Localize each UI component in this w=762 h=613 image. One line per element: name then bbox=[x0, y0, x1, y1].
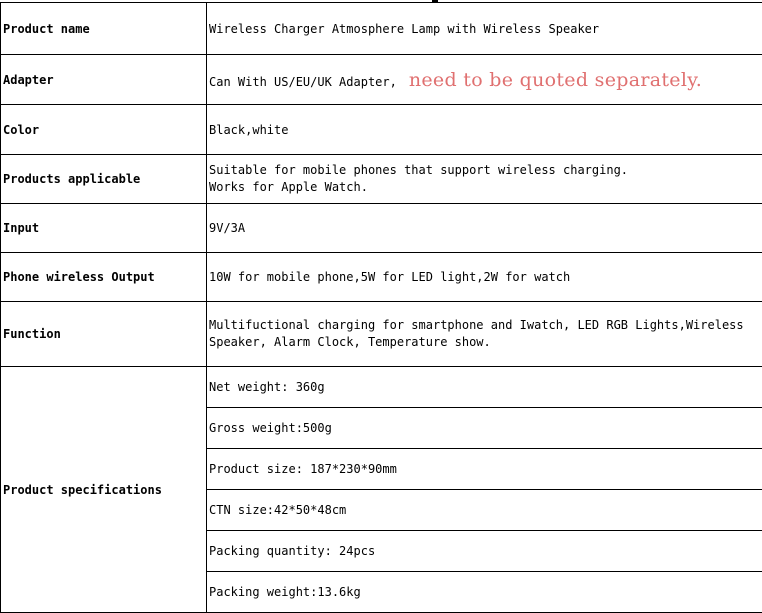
products-applicable-value bbox=[207, 155, 762, 204]
table-row-spec bbox=[1, 367, 762, 408]
color-value: Black,white bbox=[207, 105, 762, 155]
function-line: Multifuctional charging for smartphone and Iwatch, LED RGB Lights,Wireless bbox=[209, 317, 762, 334]
function-value bbox=[207, 302, 762, 367]
function-label: Function bbox=[1, 302, 207, 367]
spec-packing-weight: Packing weight:13.6kg bbox=[207, 572, 762, 613]
table-row-output bbox=[1, 253, 762, 302]
adapter-value: Can With US/EU/UK Adapter, bbox=[209, 75, 397, 89]
spec-packing-quantity: Packing quantity: 24pcs bbox=[207, 531, 762, 572]
color-label: Color bbox=[1, 105, 207, 155]
spec-product-size: Product size: 187*230*90mm bbox=[207, 449, 762, 490]
product-name-label: Product name bbox=[1, 3, 207, 55]
table-row-product-name bbox=[1, 3, 762, 55]
products-applicable-label: Products applicable bbox=[1, 155, 207, 204]
table-row-adapter bbox=[1, 55, 762, 105]
output-value: 10W for mobile phone,5W for LED light,2W for watch bbox=[207, 253, 762, 302]
table-row-color bbox=[1, 105, 762, 155]
adapter-note: need to be quoted separately. bbox=[409, 69, 702, 91]
adapter-label: Adapter bbox=[1, 55, 207, 105]
spec-net-weight: Net weight: 360g bbox=[207, 367, 762, 408]
table-row-input bbox=[1, 204, 762, 253]
input-label: Input bbox=[1, 204, 207, 253]
spec-gross-weight: Gross weight:500g bbox=[207, 408, 762, 449]
product-name-value: Wireless Charger Atmosphere Lamp with Wireless Speaker bbox=[207, 3, 762, 55]
adapter-cell bbox=[207, 55, 762, 105]
function-line: Speaker, Alarm Clock, Temperature show. bbox=[209, 334, 762, 351]
output-label: Phone wireless Output bbox=[1, 253, 207, 302]
products-applicable-line: Suitable for mobile phones that support wireless charging. bbox=[209, 162, 762, 179]
input-value: 9V/3A bbox=[207, 204, 762, 253]
table-row-function bbox=[1, 302, 762, 367]
spec-ctn-size: CTN size:42*50*48cm bbox=[207, 490, 762, 531]
table-row-products-applicable bbox=[1, 155, 762, 204]
products-applicable-line: Works for Apple Watch. bbox=[209, 179, 762, 196]
product-spec-table bbox=[0, 2, 762, 613]
specifications-label: Product specifications bbox=[1, 367, 207, 613]
